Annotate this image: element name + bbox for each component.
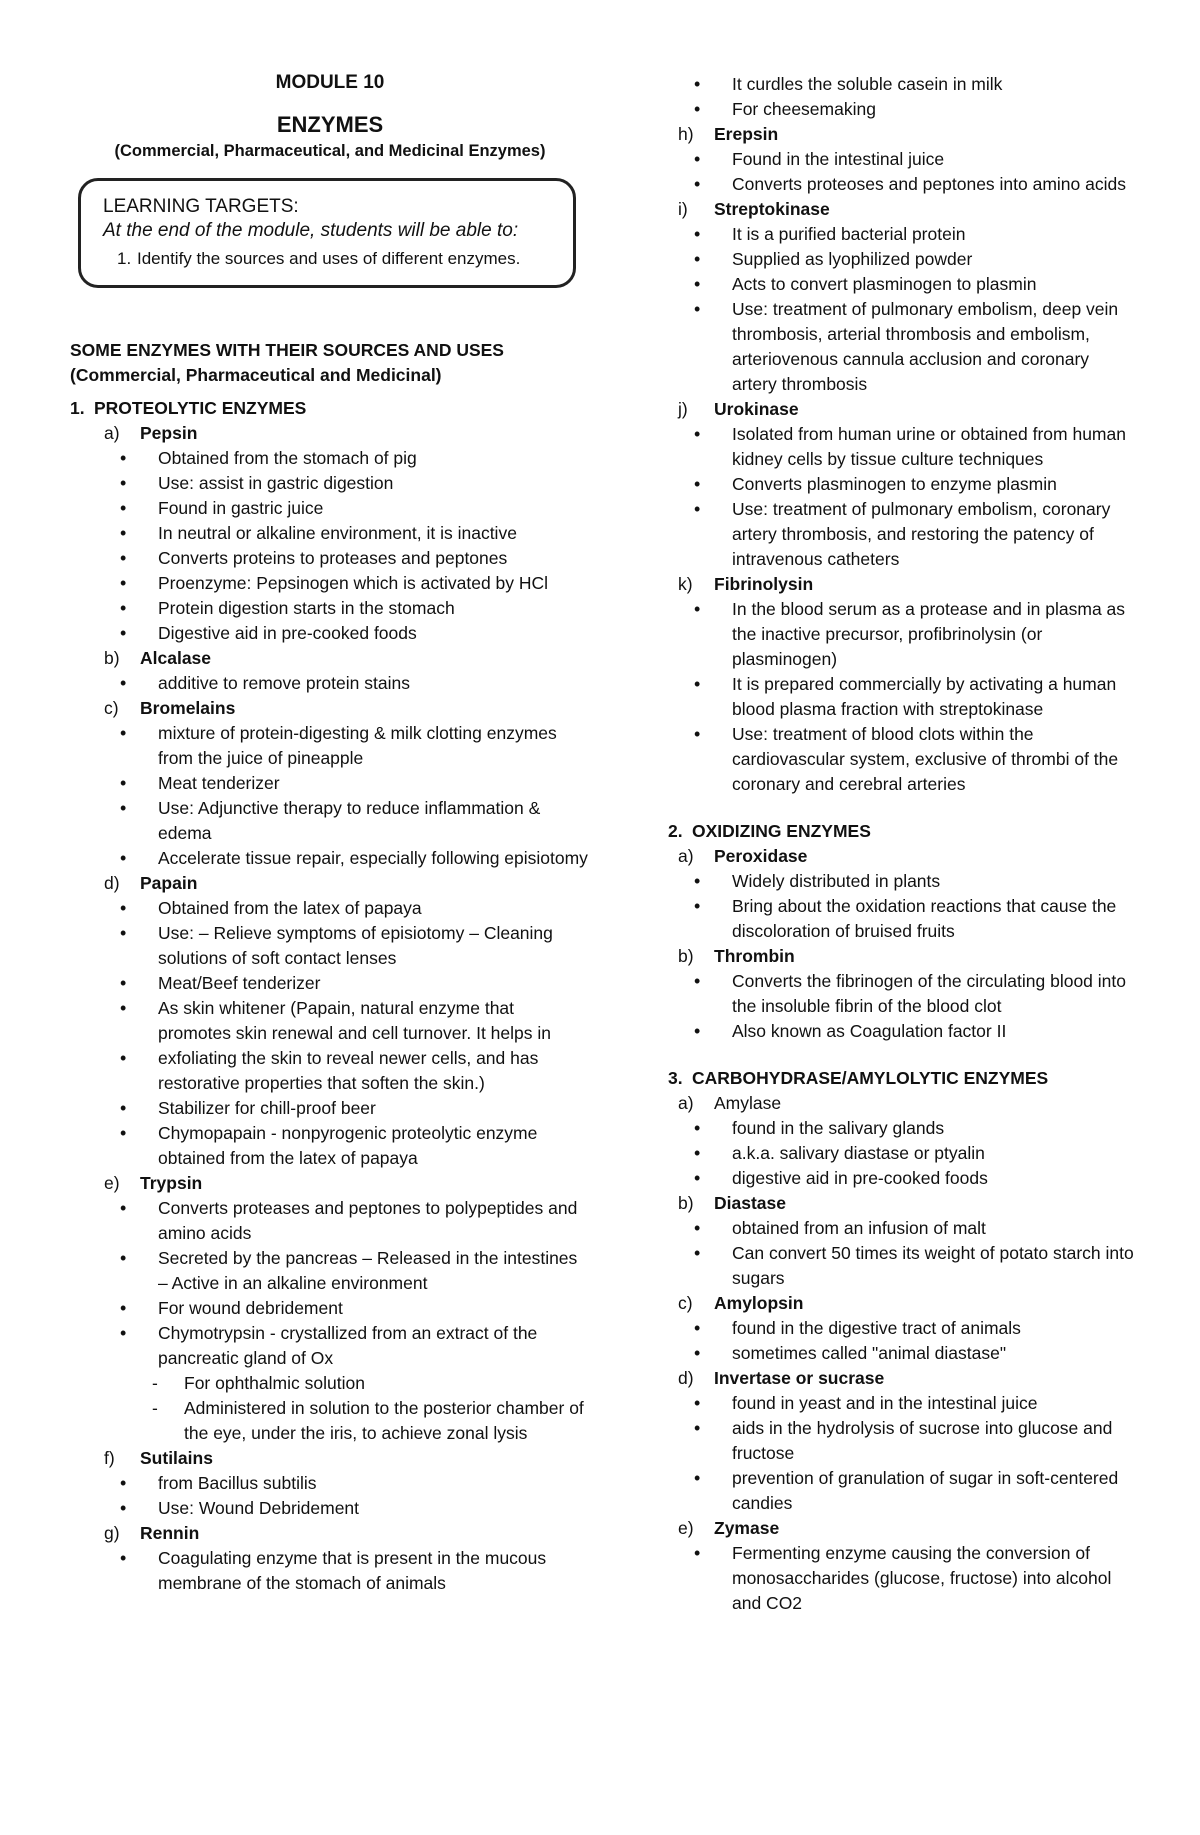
category-number: 2. [668,821,683,841]
bullet-item: • Accelerate tissue repair, especially following episiotomy [70,846,590,871]
section-heading-line1: SOME ENZYMES WITH THEIR SOURCES AND USES [70,340,504,360]
enzyme-letter: a) [104,423,120,443]
left-column [70,70,590,1596]
bullet-list [668,422,1138,572]
bullet-item: • Found in gastric juice [70,496,590,521]
enzyme-name: Amylopsin [714,1293,804,1313]
bullet-item: • Chymopapain - nonpyrogenic proteolytic enzyme obtained from the latex of papaya [70,1121,590,1171]
bullet-list [70,1471,590,1521]
enzyme-name: Bromelains [140,698,236,718]
enzyme-entry-amylase [668,1091,1138,1191]
enzyme-heading [678,1366,1138,1391]
bullet-item: • Use: – Relieve symptoms of episiotomy – Cleaning solutions of soft contact lenses [70,921,590,971]
bullet-item: • obtained from an infusion of malt [668,1216,1138,1241]
enzyme-heading [104,696,590,721]
bullet-item: • Converts proteoses and peptones into amino acids [668,172,1138,197]
enzyme-letter: e) [678,1518,694,1538]
bullet-item: • Digestive aid in pre-cooked foods [70,621,590,646]
dash-item: - Administered in solution to the posterior chamber of the eye, under the iris, to achieve zonal lysis [70,1396,590,1446]
enzyme-heading [678,397,1138,422]
bullet-list [70,1546,590,1596]
enzyme-entry-papain [70,871,590,1171]
enzyme-heading [678,122,1138,147]
bullet-item: • Widely distributed in plants [668,869,1138,894]
enzyme-letter: e) [104,1173,120,1193]
enzyme-name: Zymase [714,1518,780,1538]
learning-target-item [103,247,553,271]
bullet-item: • Use: treatment of pulmonary embolism, coronary artery thrombosis, and restoring the patency of intravenous catheters [668,497,1138,572]
bullet-item: • Use: Wound Debridement [70,1496,590,1521]
bullet-item: • Converts plasminogen to enzyme plasmin [668,472,1138,497]
bullet-list [668,1216,1138,1291]
enzyme-entry-pepsin [70,421,590,646]
enzyme-letter: b) [678,1193,694,1213]
bullet-item: • exfoliating the skin to reveal newer cells, and has restorative properties that soften the skin.) [70,1046,590,1096]
bullet-item: • For wound debridement [70,1296,590,1321]
bullet-list [668,1391,1138,1516]
category-title: PROTEOLYTIC ENZYMES [94,398,307,418]
enzyme-letter: i) [678,199,688,219]
enzyme-heading [104,646,590,671]
enzyme-heading [678,572,1138,597]
bullet-item: • Protein digestion starts in the stomach [70,596,590,621]
category-heading-carbohydrase [668,1066,1138,1091]
enzyme-letter: j) [678,399,688,419]
bullet-item: • It curdles the soluble casein in milk [668,72,1138,97]
right-column [668,72,1138,1616]
enzyme-entry-erepsin [668,122,1138,197]
bullet-item: • aids in the hydrolysis of sucrose into glucose and fructose [668,1416,1138,1466]
bullet-item: • Obtained from the latex of papaya [70,896,590,921]
enzyme-letter: k) [678,574,693,594]
enzyme-heading [678,944,1138,969]
enzyme-letter: h) [678,124,694,144]
enzyme-heading [104,1446,590,1471]
enzyme-entry-rennin [70,1521,590,1596]
bullet-item: • Meat/Beef tenderizer [70,971,590,996]
enzyme-name: Peroxidase [714,846,808,866]
bullet-item: • found in yeast and in the intestinal juice [668,1391,1138,1416]
enzyme-heading [678,1291,1138,1316]
page-title: ENZYMES [276,112,384,137]
enzyme-entry-alcalase [70,646,590,696]
bullet-item: • digestive aid in pre-cooked foods [668,1166,1138,1191]
bullet-item: • Stabilizer for chill-proof beer [70,1096,590,1121]
bullet-item: • Chymotrypsin - crystallized from an extract of the pancreatic gland of Ox [70,1321,590,1371]
category-title: CARBOHYDRASE/AMYLOLYTIC ENZYMES [692,1068,1049,1088]
learning-target-number: 1. [117,249,132,268]
bullet-list [668,969,1138,1044]
learning-targets-heading: LEARNING TARGETS: [103,196,299,217]
bullet-item: • Use: treatment of blood clots within the cardiovascular system, exclusive of thrombi of the coronary and cerebral arteries [668,722,1138,797]
bullet-item: • In neutral or alkaline environment, it is inactive [70,521,590,546]
bullet-item: • additive to remove protein stains [70,671,590,696]
enzyme-name: Papain [140,873,198,893]
bullet-item: • Fermenting enzyme causing the conversion of monosaccharides (glucose, fructose) into alcohol and CO2 [668,1541,1138,1616]
bullet-item: • Use: Adjunctive therapy to reduce inflammation & edema [70,796,590,846]
bullet-list [668,597,1138,797]
enzyme-letter: c) [104,698,119,718]
bullet-item: • Converts proteases and peptones to polypeptides and amino acids [70,1196,590,1246]
dash-item: - For ophthalmic solution [70,1371,590,1396]
bullet-item: • In the blood serum as a protease and in plasma as the inactive precursor, profibrinolysin (or plasminogen) [668,597,1138,672]
bullet-item: • prevention of granulation of sugar in soft-centered candies [668,1466,1138,1516]
enzyme-heading [104,421,590,446]
enzyme-heading [104,871,590,896]
enzyme-entry-bromelains [70,696,590,871]
bullet-item: • Use: treatment of pulmonary embolism, deep vein thrombosis, arterial thrombosis and embolism, arteriovenous cannula acclusion and coronary artery thrombosis [668,297,1138,397]
category-number: 1. [70,398,85,418]
bullet-item: • Found in the intestinal juice [668,147,1138,172]
enzyme-entry-zymase [668,1516,1138,1616]
enzyme-entry-thrombin [668,944,1138,1044]
enzyme-name: Sutilains [140,1448,213,1468]
bullet-item: • It is a purified bacterial protein [668,222,1138,247]
bullet-item: • Can convert 50 times its weight of potato starch into sugars [668,1241,1138,1291]
enzyme-name: Alcalase [140,648,212,668]
bullet-item: • Proenzyme: Pepsinogen which is activated by HCl [70,571,590,596]
enzyme-letter: g) [104,1523,120,1543]
bullet-item: • found in the digestive tract of animals [668,1316,1138,1341]
category-heading-proteolytic [70,396,590,421]
bullet-list [70,896,590,1171]
enzyme-letter: a) [678,846,694,866]
enzyme-heading [104,1171,590,1196]
bullet-list [668,1116,1138,1191]
enzyme-heading [104,1521,590,1546]
bullet-list [70,671,590,696]
enzyme-heading [678,1091,1138,1116]
enzyme-letter: d) [104,873,120,893]
enzyme-name: Diastase [714,1193,786,1213]
enzyme-entry-fibrinolysin [668,572,1138,797]
bullet-item: • Supplied as lyophilized powder [668,247,1138,272]
learning-target-text: Identify the sources and uses of different enzymes. [137,249,521,268]
category-title: OXIDIZING ENZYMES [692,821,871,841]
bullet-item: • As skin whitener (Papain, natural enzyme that promotes skin renewal and cell turnover. It helps in [70,996,590,1046]
enzyme-name: Rennin [140,1523,200,1543]
enzyme-heading [678,1191,1138,1216]
enzyme-entry-invertase [668,1366,1138,1516]
bullet-list [70,1196,590,1371]
bullet-item: • from Bacillus subtilis [70,1471,590,1496]
enzyme-name: Fibrinolysin [714,574,814,594]
bullet-item: • Converts proteins to proteases and peptones [70,546,590,571]
enzyme-name: Erepsin [714,124,779,144]
enzyme-letter: b) [104,648,120,668]
bullet-item: • Secreted by the pancreas – Released in the intestines – Active in an alkaline environment [70,1246,590,1296]
category-number: 3. [668,1068,683,1088]
bullet-item: • Acts to convert plasminogen to plasmin [668,272,1138,297]
bullet-item: • Isolated from human urine or obtained from human kidney cells by tissue culture techniques [668,422,1138,472]
enzyme-name: Streptokinase [714,199,830,219]
enzyme-name: Amylase [714,1093,782,1113]
enzyme-letter: b) [678,946,694,966]
enzyme-heading [678,1516,1138,1541]
enzyme-entry-peroxidase [668,844,1138,944]
bullet-item: • sometimes called "animal diastase" [668,1341,1138,1366]
category-heading-oxidizing [668,819,1138,844]
bullet-item: • mixture of protein-digesting & milk clotting enzymes from the juice of pineapple [70,721,590,771]
bullet-list [668,222,1138,397]
enzyme-name: Urokinase [714,399,799,419]
enzyme-name: Invertase or sucrase [714,1368,885,1388]
bullet-list [668,1316,1138,1366]
learning-targets-intro: At the end of the module, students will be able to: [103,220,519,241]
section-heading [70,338,590,388]
enzyme-letter: f) [104,1448,115,1468]
enzyme-entry-diastase [668,1191,1138,1291]
page-subtitle: (Commercial, Pharmaceutical, and Medicinal Enzymes) [114,142,546,160]
bullet-list [668,1541,1138,1616]
bullet-list [668,869,1138,944]
bullet-list [668,147,1138,197]
bullet-item: • Obtained from the stomach of pig [70,446,590,471]
bullet-item: • Also known as Coagulation factor II [668,1019,1138,1044]
enzyme-heading [678,844,1138,869]
enzyme-entry-urokinase [668,397,1138,572]
enzyme-letter: d) [678,1368,694,1388]
enzyme-letter: a) [678,1093,694,1113]
enzyme-entry-amylopsin [668,1291,1138,1366]
bullet-list [70,446,590,646]
enzyme-letter: c) [678,1293,693,1313]
bullet-item: • Coagulating enzyme that is present in the mucous membrane of the stomach of animals [70,1546,590,1596]
learning-targets-box [78,178,576,288]
bullet-item: • Converts the fibrinogen of the circulating blood into the insoluble fibrin of the blood clot [668,969,1138,1019]
enzyme-name: Trypsin [140,1173,203,1193]
enzyme-heading [678,197,1138,222]
enzyme-name: Pepsin [140,423,198,443]
bullet-item: • a.k.a. salivary diastase or ptyalin [668,1141,1138,1166]
bullet-item: • Bring about the oxidation reactions that cause the discoloration of bruised fruits [668,894,1138,944]
module-label: MODULE 10 [275,72,385,93]
bullet-list-rennin-continued [668,72,1138,122]
bullet-item: • Use: assist in gastric digestion [70,471,590,496]
bullet-item: • Meat tenderizer [70,771,590,796]
enzyme-entry-streptokinase [668,197,1138,397]
enzyme-entry-sutilains [70,1446,590,1521]
section-heading-line2: (Commercial, Pharmaceutical and Medicinal) [70,365,442,385]
bullet-list [70,721,590,871]
bullet-item: • found in the salivary glands [668,1116,1138,1141]
enzyme-name: Thrombin [714,946,795,966]
dash-list [70,1371,590,1446]
bullet-item: • For cheesemaking [668,97,1138,122]
enzyme-entry-trypsin [70,1171,590,1446]
learning-targets-list [103,247,553,271]
bullet-item: • It is prepared commercially by activating a human blood plasma fraction with streptokinase [668,672,1138,722]
